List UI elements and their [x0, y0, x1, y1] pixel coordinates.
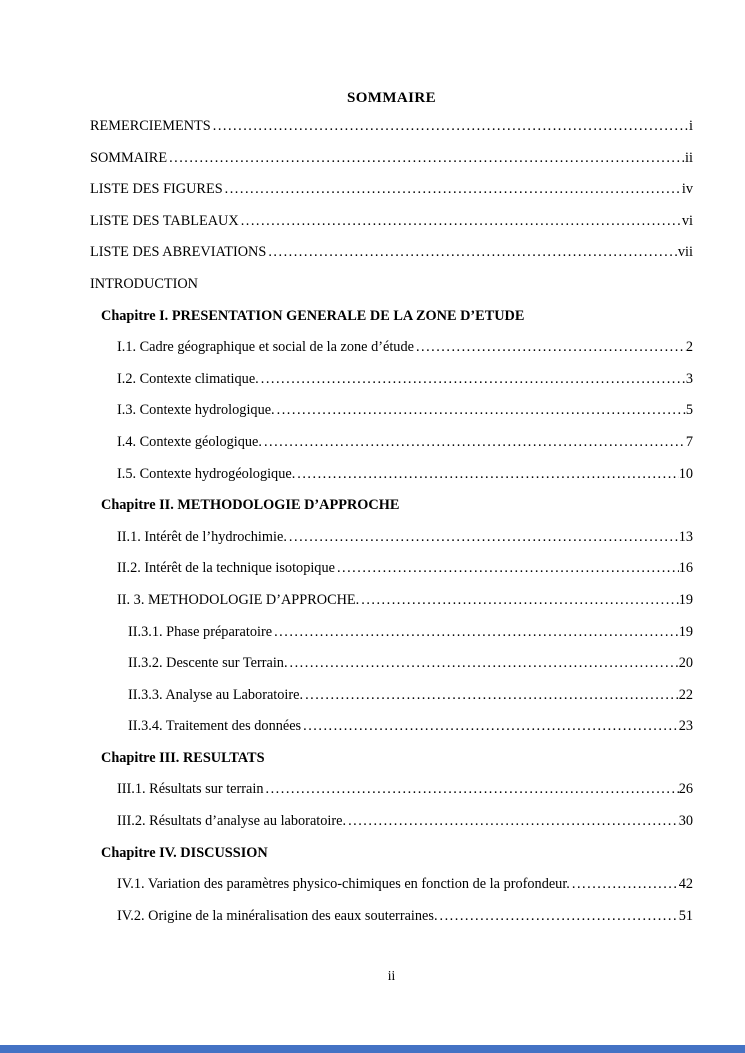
- toc-entry: [117, 877, 693, 892]
- toc-entry: [90, 151, 693, 166]
- toc-entry-label: I.3. Contexte hydrologique.: [117, 402, 275, 419]
- toc-entry-page: vi: [681, 212, 693, 229]
- toc-entry: [117, 435, 693, 450]
- toc-entry-label: I.4. Contexte géologique.: [117, 433, 262, 450]
- toc-entry: [117, 593, 693, 608]
- toc-dot-leader: [259, 372, 686, 387]
- toc-dot-leader: [288, 656, 679, 671]
- toc-entry-page: 19: [678, 591, 693, 608]
- toc-entry: [90, 214, 693, 229]
- toc-entry-label: SOMMAIRE: [90, 149, 168, 166]
- toc-entry-label: II.2. Intérêt de la technique isotopique: [117, 560, 335, 577]
- toc-dot-leader: [264, 782, 679, 797]
- toc-dot-leader: [414, 340, 686, 355]
- toc-entry-label: Chapitre I. PRESENTATION GENERALE DE LA ZONE D’ETUDE: [101, 307, 525, 324]
- toc-entry-label: II.3.3. Analyse au Laboratoire.: [128, 686, 304, 703]
- toc-entry-page: 42: [678, 876, 693, 893]
- toc-dot-leader: [275, 403, 686, 418]
- toc-dot-leader: [272, 625, 679, 640]
- toc-dot-leader: [211, 119, 689, 134]
- toc-entry-page: 22: [678, 686, 693, 703]
- toc-entry-page: 26: [678, 781, 693, 798]
- toc-entry: [101, 498, 693, 513]
- toc-list: [90, 119, 693, 924]
- toc-dot-leader: [335, 561, 679, 576]
- toc-entry-label: III.2. Résultats d’analyse au laboratoire.: [117, 813, 347, 830]
- toc-dot-leader: [346, 814, 679, 829]
- toc-entry: [128, 625, 693, 640]
- toc-entry-page: vii: [677, 244, 693, 261]
- toc-entry-page: i: [689, 118, 693, 134]
- toc-dot-leader: [167, 151, 685, 166]
- toc-entry-page: 51: [678, 907, 693, 924]
- toc-dot-leader: [295, 467, 678, 482]
- toc-entry: [101, 846, 693, 861]
- toc-entry-page: 3: [685, 370, 693, 387]
- toc-entry-label: II.3.4. Traitement des données: [128, 718, 302, 735]
- toc-entry: [90, 245, 693, 260]
- toc-entry-page: 10: [678, 465, 693, 482]
- toc-entry: [90, 119, 693, 134]
- toc-entry-page: 5: [685, 402, 693, 419]
- toc-entry: [128, 688, 693, 703]
- toc-entry-page: 20: [678, 655, 693, 672]
- toc-dot-leader: [438, 909, 679, 924]
- toc-dot-leader: [303, 688, 679, 703]
- toc-entry-page: 23: [678, 718, 693, 735]
- toc-entry: [117, 530, 693, 545]
- toc-entry: [117, 561, 693, 576]
- toc-entry: [117, 782, 693, 797]
- toc-entry-label: LISTE DES FIGURES: [90, 181, 223, 198]
- toc-dot-leader: [266, 245, 678, 260]
- toc-dot-leader: [359, 593, 678, 608]
- toc-entry-label: LISTE DES ABREVIATIONS: [90, 244, 267, 261]
- toc-entry-label: Chapitre III. RESULTATS: [101, 749, 265, 766]
- page-title: SOMMAIRE: [346, 90, 437, 106]
- toc-entry-page: ii: [685, 149, 693, 166]
- toc-entry-label: II.3.1. Phase préparatoire: [128, 623, 273, 640]
- toc-entry-page: 30: [678, 813, 693, 830]
- toc-entry-label: Chapitre IV. DISCUSSION: [101, 844, 268, 861]
- toc-entry: [117, 403, 693, 418]
- toc-entry-label: Chapitre II. METHODOLOGIE D’APPROCHE: [101, 497, 400, 514]
- toc-entry-label: I.1. Cadre géographique et social de la zone d’étude: [117, 339, 414, 356]
- toc-entry-label: II. 3. METHODOLOGIE D’APPROCHE.: [117, 591, 360, 608]
- toc-dot-leader: [301, 719, 679, 734]
- toc-dot-leader: [239, 214, 682, 229]
- toc-entry-page: iv: [681, 181, 693, 198]
- toc-entry-label: I.5. Contexte hydrogéologique.: [117, 465, 296, 482]
- toc-dot-leader: [223, 182, 682, 197]
- toc-entry-label: REMERCIEMENTS: [90, 118, 211, 134]
- bottom-accent-bar: [0, 1045, 745, 1053]
- toc-entry-label: I.2. Contexte climatique.: [117, 370, 259, 387]
- toc-entry: [128, 719, 693, 734]
- footer-page-number: ii: [387, 968, 396, 983]
- toc-entry: [90, 277, 693, 292]
- toc-entry: [128, 656, 693, 671]
- page-content: [90, 88, 693, 940]
- toc-dot-leader: [570, 877, 679, 892]
- toc-entry-label: II.3.2. Descente sur Terrain.: [128, 655, 288, 672]
- toc-dot-leader: [262, 435, 686, 450]
- toc-entry: [101, 309, 693, 324]
- toc-entry-page: 19: [678, 623, 693, 640]
- toc-entry: [117, 372, 693, 387]
- toc-entry: [101, 751, 693, 766]
- toc-entry: [90, 182, 693, 197]
- toc-entry-page: 7: [685, 433, 693, 450]
- toc-entry-label: IV.1. Variation des paramètres physico-chimiques en fonction de la profondeur.: [117, 876, 570, 893]
- toc-entry-label: II.1. Intérêt de l’hydrochimie.: [117, 528, 287, 545]
- toc-entry: [117, 814, 693, 829]
- toc-entry-page: 2: [685, 339, 693, 356]
- toc-dot-leader: [287, 530, 679, 545]
- toc-entry-page: 13: [678, 528, 693, 545]
- toc-entry: [117, 909, 693, 924]
- toc-entry-label: IV.2. Origine de la minéralisation des eaux souterraines.: [117, 907, 438, 924]
- toc-entry: [117, 467, 693, 482]
- toc-entry-page: 16: [678, 560, 693, 577]
- toc-entry-label: III.1. Résultats sur terrain: [117, 781, 264, 798]
- toc-entry-label: LISTE DES TABLEAUX: [90, 212, 239, 229]
- toc-entry-label: INTRODUCTION: [90, 275, 199, 292]
- toc-entry: [117, 340, 693, 355]
